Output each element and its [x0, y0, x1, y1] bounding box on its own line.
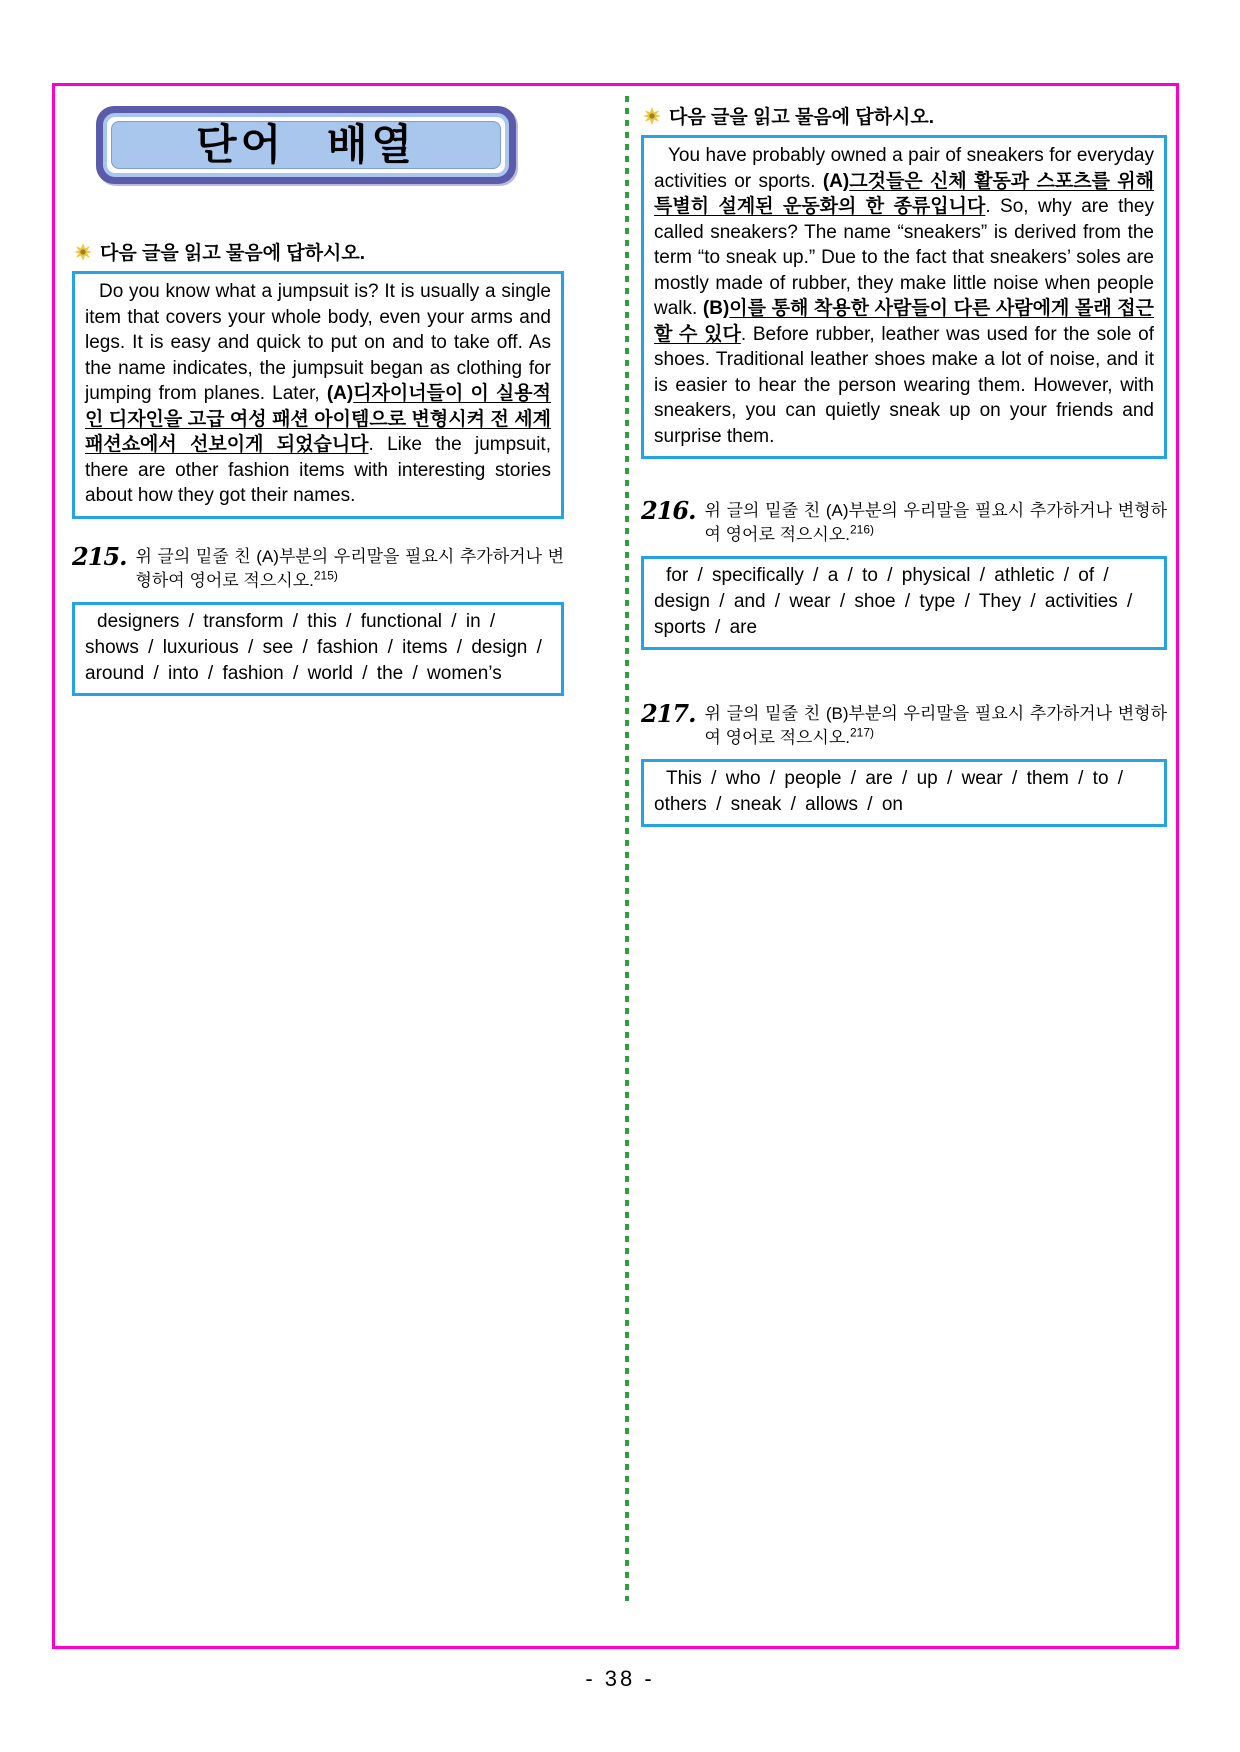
instruction-text: 다음 글을 읽고 물음에 답하시오.	[100, 243, 365, 264]
column-divider	[625, 96, 629, 1601]
underlined-korean-a: 그것들은 신체 활동과 스포츠를 위해 특별히 설계된 운동화의 한 종류입니다	[654, 170, 1154, 217]
passage-box-sneakers	[641, 135, 1167, 459]
question-number: 217.	[641, 699, 696, 728]
instruction-text: 다음 글을 읽고 물음에 답하시오.	[669, 107, 934, 128]
marker-b: (B)	[702, 298, 730, 319]
footnote-ref: 215)	[313, 567, 338, 582]
passage-segment: . Like the jumpsuit, there are other fashion items with interesting stories about how they got their names.	[85, 434, 551, 506]
page-border	[52, 83, 1179, 1649]
question-217	[641, 699, 1167, 750]
page-title-box	[96, 106, 516, 184]
question-215	[72, 541, 564, 593]
word-bank-217	[641, 759, 1167, 827]
flower-icon	[643, 107, 661, 125]
passage-segment: . So, why are they called sneakers? The name “sneakers” is derived from the term “to sneak up.” Due to the fact that sneakers’ soles are mostly made of rubber, they make little noise when people walk.	[654, 196, 1155, 319]
footnote-ref: 216)	[850, 522, 875, 537]
question-216	[641, 496, 1167, 547]
footnote-ref: 217)	[850, 725, 875, 740]
word-bank-text: designers / transform / this / functional / in / shows / luxurious / see / fashion / items / design / around / into / fashion / world / the / women’s	[85, 610, 542, 684]
passage-segment: Do you know what a jumpsuit is? It is usually a single item that covers your whole body, even your arms and legs. It is easy and quick to put on and to take off. As the name indicates, the jumpsuit began as clothing for jumping from planes. Later,	[85, 281, 551, 404]
marker-a: (A)	[326, 383, 354, 404]
word-bank-216	[641, 556, 1167, 650]
question-number: 216.	[641, 496, 696, 525]
passage-text	[85, 279, 551, 509]
passage-segment: . Before rubber, leather was used for the sole of shoes. Traditional leather shoes make a lot of noise, and it is easier to hear the person wearing them. However, with sneakers, you can quietly sneak up on your friends and surprise them.	[654, 323, 1154, 447]
flower-icon	[74, 243, 92, 261]
question-number: 215.	[72, 541, 127, 571]
word-bank-text: for / specifically / a / to / physical / athletic / of / design / and / wear / shoe / type / They / activities / sports / are	[654, 565, 1133, 638]
passage-text	[654, 143, 1154, 449]
word-bank-text: This / who / people / are / up / wear / them / to / others / sneak / allows / on	[654, 768, 1124, 815]
marker-a: (A)	[822, 170, 850, 192]
question-text: 위 글의 밑줄 친 (B)부분의 우리말을 필요시 추가하거나 변형하여 영어로 적으시오.$^{217)}$	[704, 704, 1167, 747]
page-title: 단어 배열	[196, 121, 416, 168]
left-column	[72, 106, 564, 696]
word-bank-215	[72, 602, 564, 696]
instruction-left	[74, 238, 564, 265]
right-column	[641, 102, 1167, 827]
passage-segment: You have probably owned a pair of sneakers for everyday activities or sports.	[654, 145, 1154, 192]
underlined-korean-a: 디자이너들이 이 실용적인 디자인을 고급 여성 패션 아이템으로 변형시켜 전 세계 패션쇼에서 선보이게 되었습니다	[85, 383, 551, 455]
underlined-korean-b: 이를 통해 착용한 사람들이 다른 사람에게 몰래 접근할 수 있다	[654, 298, 1154, 345]
question-text: 위 글의 밑줄 친 (A)부분의 우리말을 필요시 추가하거나 변형하여 영어로 적으시오.$^{216)}$	[704, 501, 1167, 544]
passage-box-jumpsuit	[72, 271, 564, 519]
instruction-right	[643, 102, 1167, 129]
question-text: 위 글의 밑줄 친 (A)부분의 우리말을 필요시 추가하거나 변형하여 영어로 적으시오.$^{215)}$	[135, 546, 564, 590]
page-number: - 38 -	[585, 1666, 655, 1691]
